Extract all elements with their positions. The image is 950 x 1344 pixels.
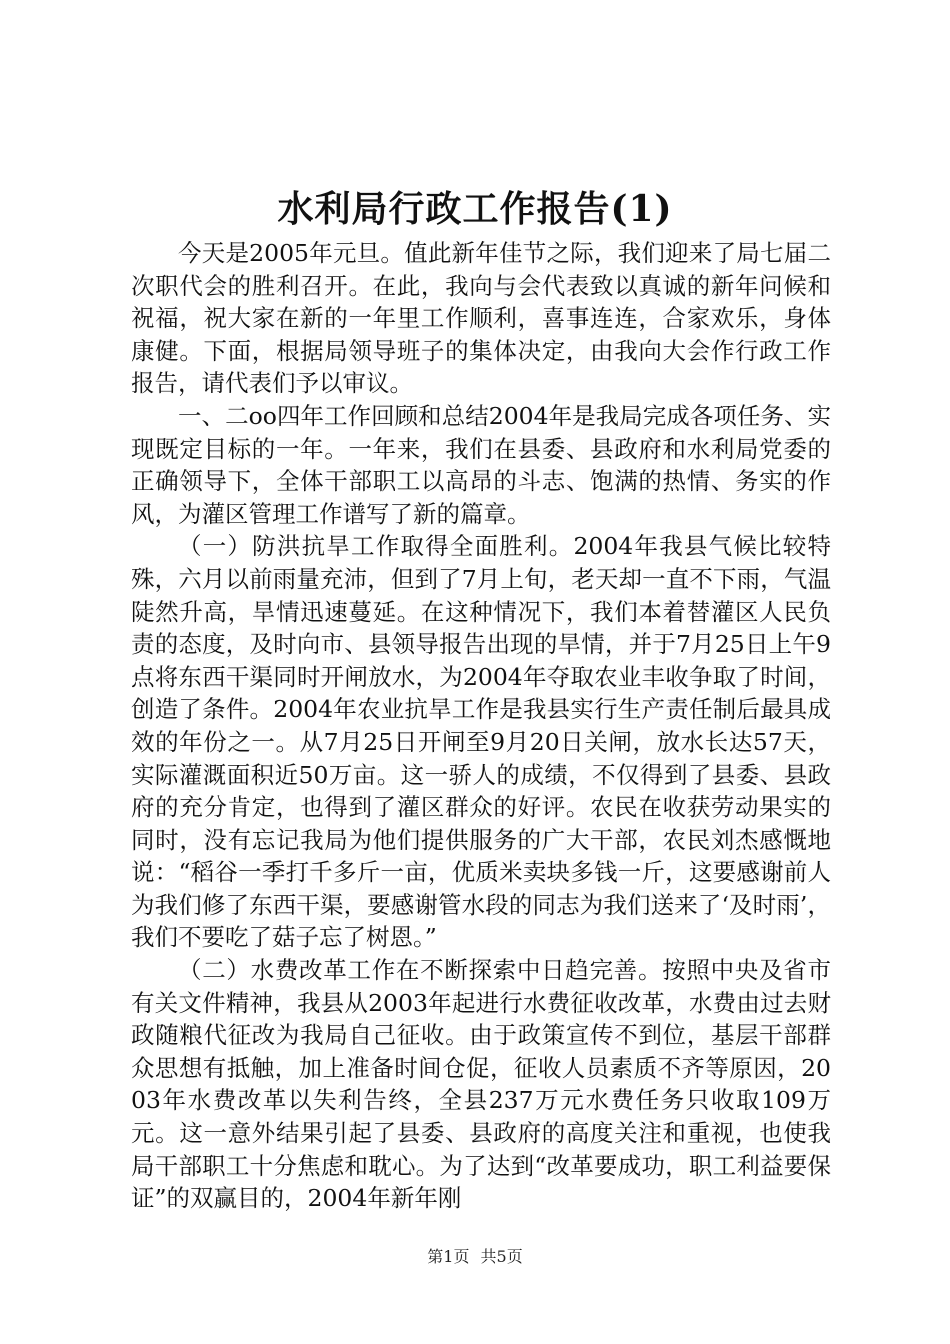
paragraph-flood-drought: （一）防洪抗旱工作取得全面胜利。2004年我县气候比较特殊，六月以前雨量充沛，但到了7月上旬，老天却一直不下雨，气温陡然升高，旱情迅速蔓延。在这种情况下，我们本着替灌区人民负责的态度，及时向市、县领导报告出现的旱情，并于7月25日上午9点将东西干渠同时开闸放水，为2004年夺取农业丰收争取了时间，创造了条件。2004年农业抗旱工作是我县实行生产责任制后最具成效的年份之一。从7月25日开闸至9月20日关闸，放水长达57天，实际灌溉面积近50万亩。这一骄人的成绩，不仅得到了县委、县政府的充分肯定，也得到了灌区群众的好评。农民在收获劳动果实的同时，没有忘记我局为他们提供服务的广大干部，农民刘杰感慨地说：“稻谷一季打千多斤一亩，优质米卖块多钱一斤，这要感谢前人为我们修了东西干渠，要感谢管水段的同志为我们送来了‘及时雨’，我们不要吃了菇子忘了树恩。”: [131, 532, 831, 952]
paragraph-section-one: 一、二oo四年工作回顾和总结2004年是我局完成各项任务、实现既定目标的一年。一年来，我们在县委、县政府和水利局党委的正确领导下，全体干部职工以高昂的斗志、饱满的热情、务实的作风，为灌区管理工作谱写了新的篇章。: [131, 401, 831, 528]
page-total: 共5页: [480, 1247, 523, 1266]
paragraph-water-fee-reform: （二）水费改革工作在不断探索中日趋完善。按照中央及省市有关文件精神，我县从2003年起进行水费征收改革，水费由过去财政随粮代征改为我局自己征收。由于政策宣传不到位，基层干部群众思想有抵触，加上准备时间仓促，征收人员素质不齐等原因，2003年水费改革以失利告终，全县237万元水费任务只收取109万元。这一意外结果引起了县委、县政府的高度关注和重视，也使我局干部职工十分焦虑和耽心。为了达到“改革要成功，职工利益要保证”的双赢目的，2004年新年刚: [131, 956, 831, 1213]
document-title: 水利局行政工作报告(1): [277, 188, 673, 230]
document-body: [131, 237, 831, 1215]
paragraph-opening: 今天是2005年元旦。值此新年佳节之际，我们迎来了局七届二次职代会的胜利召开。在此，我向与会代表致以真诚的新年问候和祝福，祝大家在新的一年里工作顺利，喜事连连，合家欢乐，身体康健。下面，根据局领导班子的集体决定，由我向大会作行政工作报告，请代表们予以审议。: [131, 239, 831, 398]
page-number: 第1页: [427, 1247, 470, 1266]
page-footer: [0, 1245, 950, 1269]
